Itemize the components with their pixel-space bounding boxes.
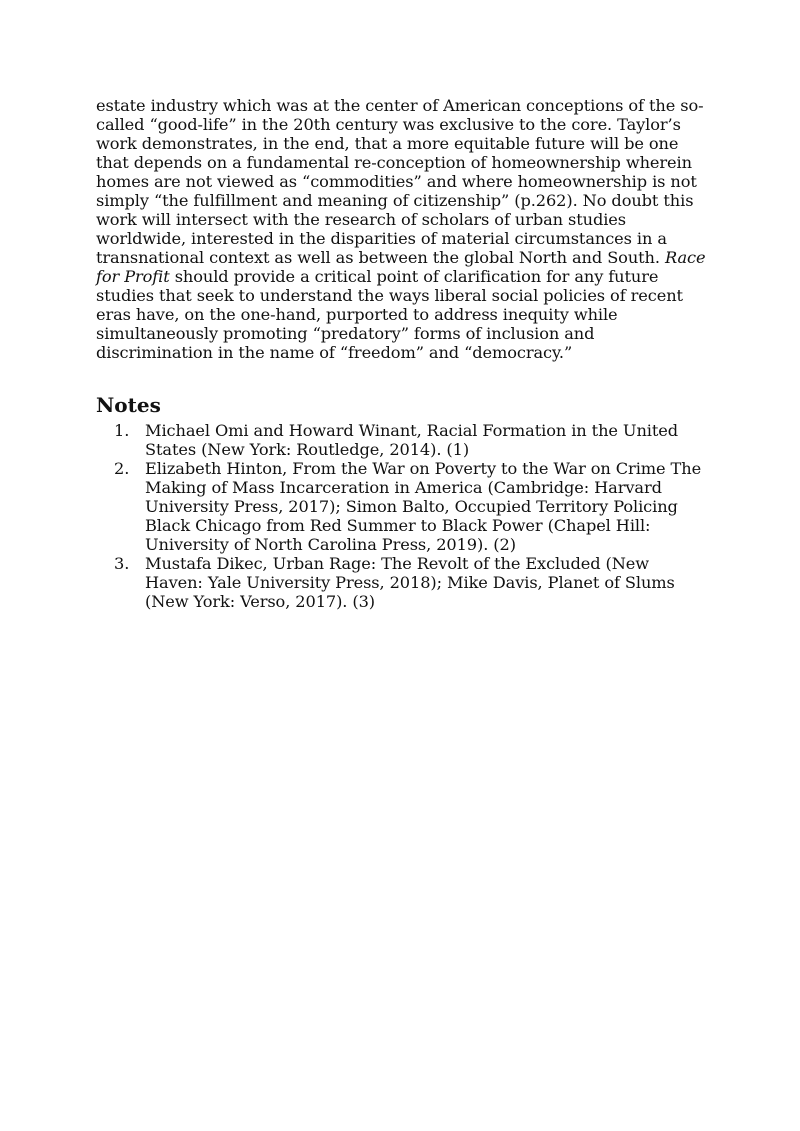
body-paragraph	[96, 96, 706, 362]
notes-list	[96, 421, 706, 611]
book-title-italic: Race for Profit	[96, 248, 706, 286]
note-number: 2.	[114, 459, 130, 478]
notes-heading: Notes	[96, 393, 161, 417]
note-number: 1.	[114, 421, 130, 440]
note-item	[96, 421, 706, 459]
note-item	[96, 554, 706, 611]
note-number: 3.	[114, 554, 130, 573]
note-item	[96, 459, 706, 554]
note-text: Elizabeth Hinton, From the War on Poverty to the War on Crime The Making of Mass Incarceration in America (Cambridge: Harvard University Press, 2017); Simon Balto, Occupied Territory Policing Black Chicago from Red Summer to Black Power (Chapel Hill: University of North Carolina Press, 2019). (2)	[145, 459, 702, 554]
note-text: Michael Omi and Howard Winant, Racial Formation in the United States (New York: Routledge, 2014). (1)	[145, 421, 679, 459]
paragraph-text-end: should provide a critical point of clarification for any future studies that seek to understand the ways liberal social policies of recent eras have, on the one-hand, purported to address inequity while simultaneously promoting “predatory” forms of inclusion and discrimination in the name of “freedom” and “democracy.”	[96, 267, 683, 362]
document-page	[96, 96, 706, 611]
note-text: Mustafa Dikec, Urban Rage: The Revolt of the Excluded (New Haven: Yale University Press, 2018); Mike Davis, Planet of Slums (New York: Verso, 2017). (3)	[145, 554, 675, 611]
paragraph-text-start: estate industry which was at the center of American conceptions of the so-called “good-life” in the 20th century was exclusive to the core. Taylor’s work demonstrates, in the end, that a more equitable future will be one that depends on a fundamental re-conception of homeownership wherein homes are not viewed as “commodities” and where homeownership is not simply “the fulfillment and meaning of citizenship” (p.262). No doubt this work will intersect with the research of scholars of urban studies worldwide, interested in the disparities of material circumstances in a transnational context as well as between the global North and South.	[96, 96, 704, 267]
